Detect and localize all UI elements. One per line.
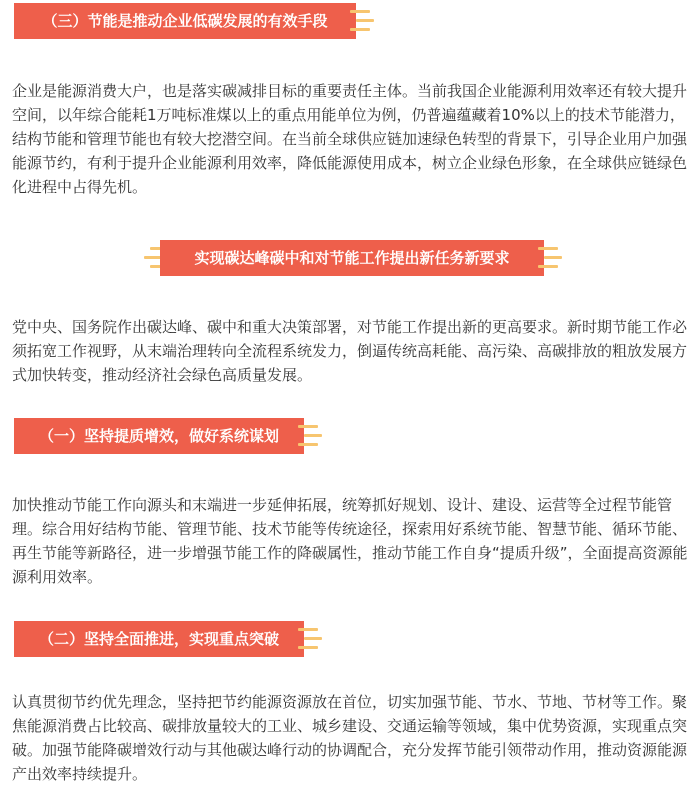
section-heading-3: （一）坚持提质增效，做好系统谋划 bbox=[14, 418, 304, 454]
section-body-2: 党中央、国务院作出碳达峰、碳中和重大决策部署，对节能工作提出新的更高要求。新时期节能工作必须拓宽工作视野，从末端治理转向全流程系统发力，倒逼传统高耗能、高污染、高碳排放的粗放发展方式加快转变，推动经济社会绿色高质量发展。 bbox=[12, 318, 688, 384]
section-heading-2: 实现碳达峰碳中和对节能工作提出新任务新要求 bbox=[160, 240, 544, 276]
section-body-3: 加快推动节能工作向源头和末端进一步延伸拓展，统筹抓好规划、设计、建设、运营等全过程节能管理。综合用好结构节能、管理节能、技术节能等传统途径，探索用好系统节能、智慧节能、循环节能、再生节能等新路径，进一步增强节能工作的降碳属性，推动节能工作自身“提质升级”，全面提高资源能源利用效率。 bbox=[12, 496, 688, 586]
heading-decoration-icon bbox=[350, 6, 376, 36]
heading-decoration-icon bbox=[298, 624, 324, 654]
section-body-4: 认真贯彻节约优先理念，坚持把节约能源资源放在首位，切实加强节能、节水、节地、节材等工作。聚焦能源消费占比较高、碳排放量较大的工业、城乡建设、交通运输等领域，集中优势资源，实现重点突破。加强节能降碳增效行动与其他碳达峰行动的协调配合，充分发挥节能引领带动作用，推动资源能源产出效率持续提升。 bbox=[12, 693, 688, 783]
heading-decoration-icon bbox=[538, 243, 564, 273]
section-body-1: 企业是能源消费大户，也是落实碳减排目标的重要责任主体。当前我国企业能源利用效率还有较大提升空间，以年综合能耗1万吨标准煤以上的重点用能单位为例，仍普遍蕴藏着10%以上的技术节能潜力，结构节能和管理节能也有较大挖潜空间。在当前全球供应链加速绿色转型的背景下，引导企业用户加强能源节约，有利于提升企业能源利用效率，降低能源使用成本，树立企业绿色形象，在全球供应链绿色化进程中占得先机。 bbox=[12, 82, 688, 196]
section-heading-4: （二）坚持全面推进，实现重点突破 bbox=[14, 621, 304, 657]
heading-decoration-icon bbox=[298, 421, 324, 451]
section-heading-1: （三）节能是推动企业低碳发展的有效手段 bbox=[14, 3, 356, 39]
